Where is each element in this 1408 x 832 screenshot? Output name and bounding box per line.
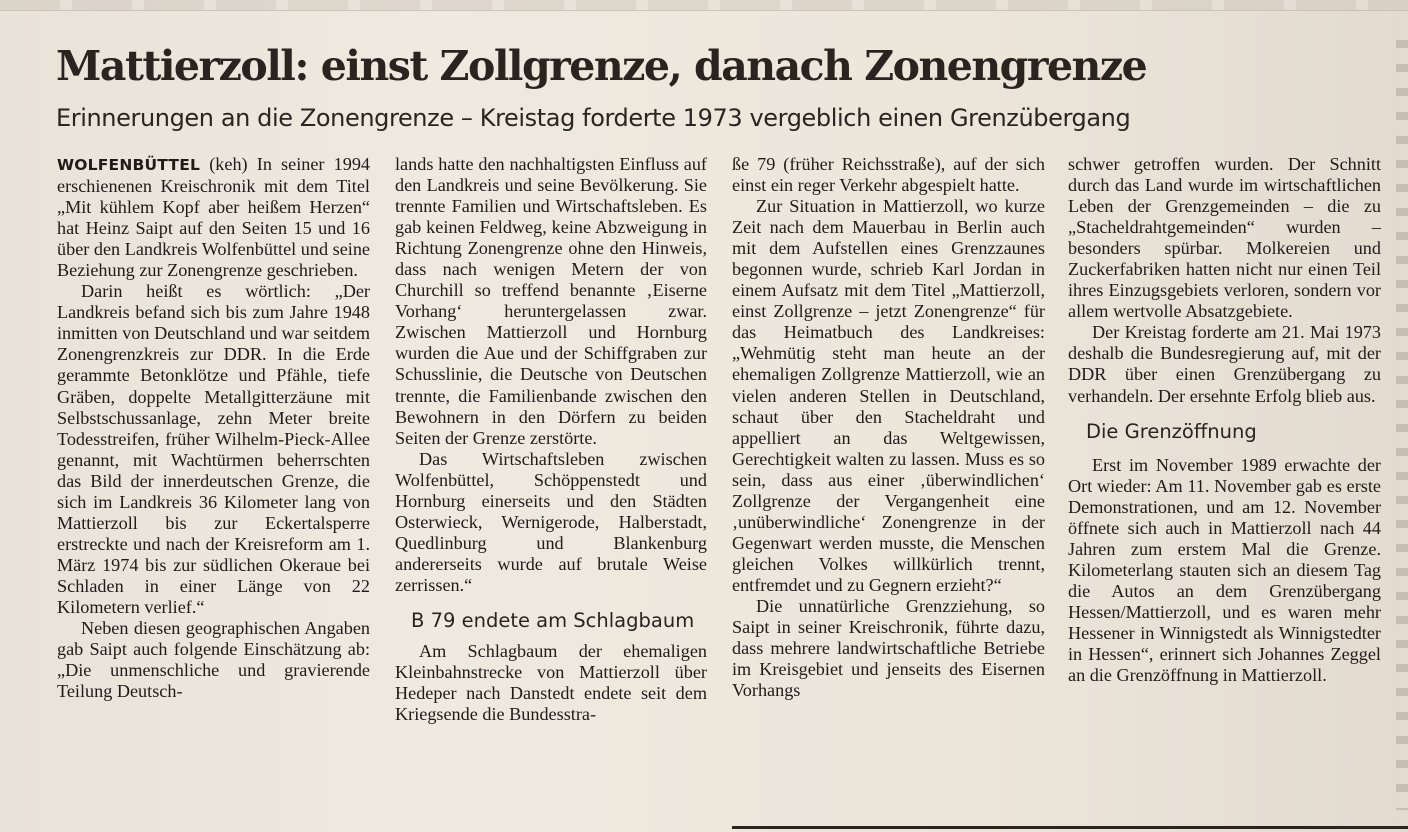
paragraph: Das Wirtschaftsleben zwischen Wolfenbüttel, Schöppenstedt und Hornburg einerseits und den Städten Osterwieck, Wernigerode, Halberstadt, Quedlinburg und Blankenburg andererseits wurde auf brutale Weise zerrissen.“ <box>395 448 707 595</box>
section-heading-b79: B 79 endete am Schlagbaum <box>411 608 695 632</box>
paragraph <box>57 154 370 281</box>
article-headline: Mattierzoll: einst Zollgrenze, danach Zonengrenze <box>56 42 1147 90</box>
article-subheadline: Erinnerungen an die Zonengrenze – Kreistag forderte 1973 vergeblich einen Grenzübergang <box>56 104 1131 132</box>
article-column-3 <box>732 154 1045 701</box>
article-column-2 <box>395 154 707 725</box>
adjacent-column-edge <box>1396 40 1408 810</box>
paragraph: Der Kreistag forderte am 21. Mai 1973 deshalb die Bundesregierung auf, mit der DDR über einen Grenzübergang zu verhandeln. Der ersehnte Erfolg blieb aus. <box>1068 322 1381 406</box>
paragraph: Die unnatürliche Grenzziehung, so Saipt in seiner Kreischronik, führte dazu, dass mehrere landwirtschaftliche Betriebe im Kreisgebiet und jenseits des Eisernen Vorhangs <box>732 595 1045 701</box>
paragraph: Darin heißt es wörtlich: „Der Landkreis befand sich bis zum Jahre 1948 inmitten von Deutschland und war seitdem Zonengrenzkreis zur DDR. In die Erde gerammte Betonklötze und Pfähle, tiefe Gräben, doppelte Metallgitterzäune mit Selbstschussanlage, zehn Meter breite Todesstreifen, früher Wilhelm-Pieck-Allee genannt, mit Wachtürmen beherrschten das Bild der innerdeutschen Grenze, die sich im Landkreis 36 Kilometer lang von Mattierzoll bis zur Eckertalsperre erstreckte und nach der Kreisreform am 1. März 1974 bis zur südlichen Okeraue bei Schladen in einer Länge von 22 Kilometern verlief.“ <box>57 281 370 617</box>
bottom-rule <box>732 826 1408 829</box>
paragraph: Zur Situation in Mattierzoll, wo kurze Zeit nach dem Mauerbau in Berlin auch mit dem Aufstellen eines Grenzzaunes begonnen wurde, schrieb Karl Jordan in einem Aufsatz mit dem Titel „Mattierzoll, einst Zollgrenze – jetzt Zonengrenze“ für das Heimatbuch des Landkreises: „Wehmütig steht man heute an der ehemaligen Zollgrenze Mattierzoll, wie an vielen anderen Stellen in Deutschland, schaut über den Stacheldraht und appelliert an das Weltgewissen, Gerechtigkeit walten zu lassen. Muss es so sein, dass aus einer ‚überwindlichen‘ Zollgrenze der Vergangenheit eine ‚unüberwindliche‘ Zonengrenze in der Gegenwart werden musste, die Menschen gleichen Volkes willkürlich trennt, entfremdet und zu Gegnern erzieht?“ <box>732 196 1045 595</box>
paragraph: schwer getroffen wurden. Der Schnitt durch das Land wurde im wirtschaftlichen Leben der Grenzgemeinden – die zu „Stacheldrahtgemeinden“ wurden – besonders spürbar. Molkereien und Zuckerfabriken hatten nicht nur einen Teil ihres Einzugsgebiets verloren, sondern vor allem wertvolle Absatzgebiete. <box>1068 154 1381 322</box>
adjacent-article-edge <box>0 0 1408 11</box>
paragraph: Erst im November 1989 erwachte der Ort wieder: Am 11. November gab es erste Demonstrationen, und am 12. November öffnete sich auch in Mattierzoll nach 44 Jahren zum erstem Mal die Grenze. Kilometerlang stauten sich an diesem Tag die Autos an dem Grenzübergang Hessen/Mattierzoll, und es waren mehr Hessener in Winnigstedt als Winnigstedter in Hessen“, erinnert sich Johannes Zeggel an die Grenzöffnung in Mattierzoll. <box>1068 454 1381 686</box>
paragraph: lands hatte den nachhaltigsten Einfluss auf den Landkreis und seine Bevölkerung. Sie trennte Familien und Wirtschaftsleben. Es gab keinen Feldweg, keine Abzweigung in Richtung Zonengrenze ohne den Hinweis, dass nach wenigen Metern der von Churchill so treffend benannte ‚Eiserne Vorhang‘ heruntergelassen zwar. Zwischen Mattierzoll und Hornburg wurden die Aue und der Schiffgraben zur Schusslinie, die Deutsche von Deutschen trennte, die Familienbande zwischen den Bewohnern in den Dörfern zu beiden Seiten der Grenze zerstörte. <box>395 154 707 448</box>
article-column-4 <box>1068 154 1381 686</box>
section-heading-grenzoeffnung: Die Grenzöffnung <box>1086 419 1257 443</box>
paragraph: Am Schlagbaum der ehemaligen Kleinbahnstrecke von Mattierzoll über Hedeper nach Danstedt endete seit dem Kriegsende die Bundesstra- <box>395 640 707 725</box>
paragraph-text: (keh) In seiner 1994 erschienenen Kreischronik mit dem Titel „Mit kühlem Kopf aber heißem Herzen“ hat Heinz Saipt auf den Seiten 15 und 16 über den Landkreis Wolfenbüttel und seine Beziehung zur Zonengrenze geschrieben. <box>57 154 371 281</box>
paragraph: Neben diesen geographischen Angaben gab Saipt auch folgende Einschätzung ab: „Die unmenschliche und gravierende Teilung Deutsch- <box>57 618 370 702</box>
paragraph: ße 79 (früher Reichsstraße), auf der sich einst ein reger Verkehr abgespielt hatte. <box>732 154 1045 196</box>
dateline: WOLFENBÜTTEL <box>57 156 201 174</box>
article-column-1 <box>57 154 370 702</box>
